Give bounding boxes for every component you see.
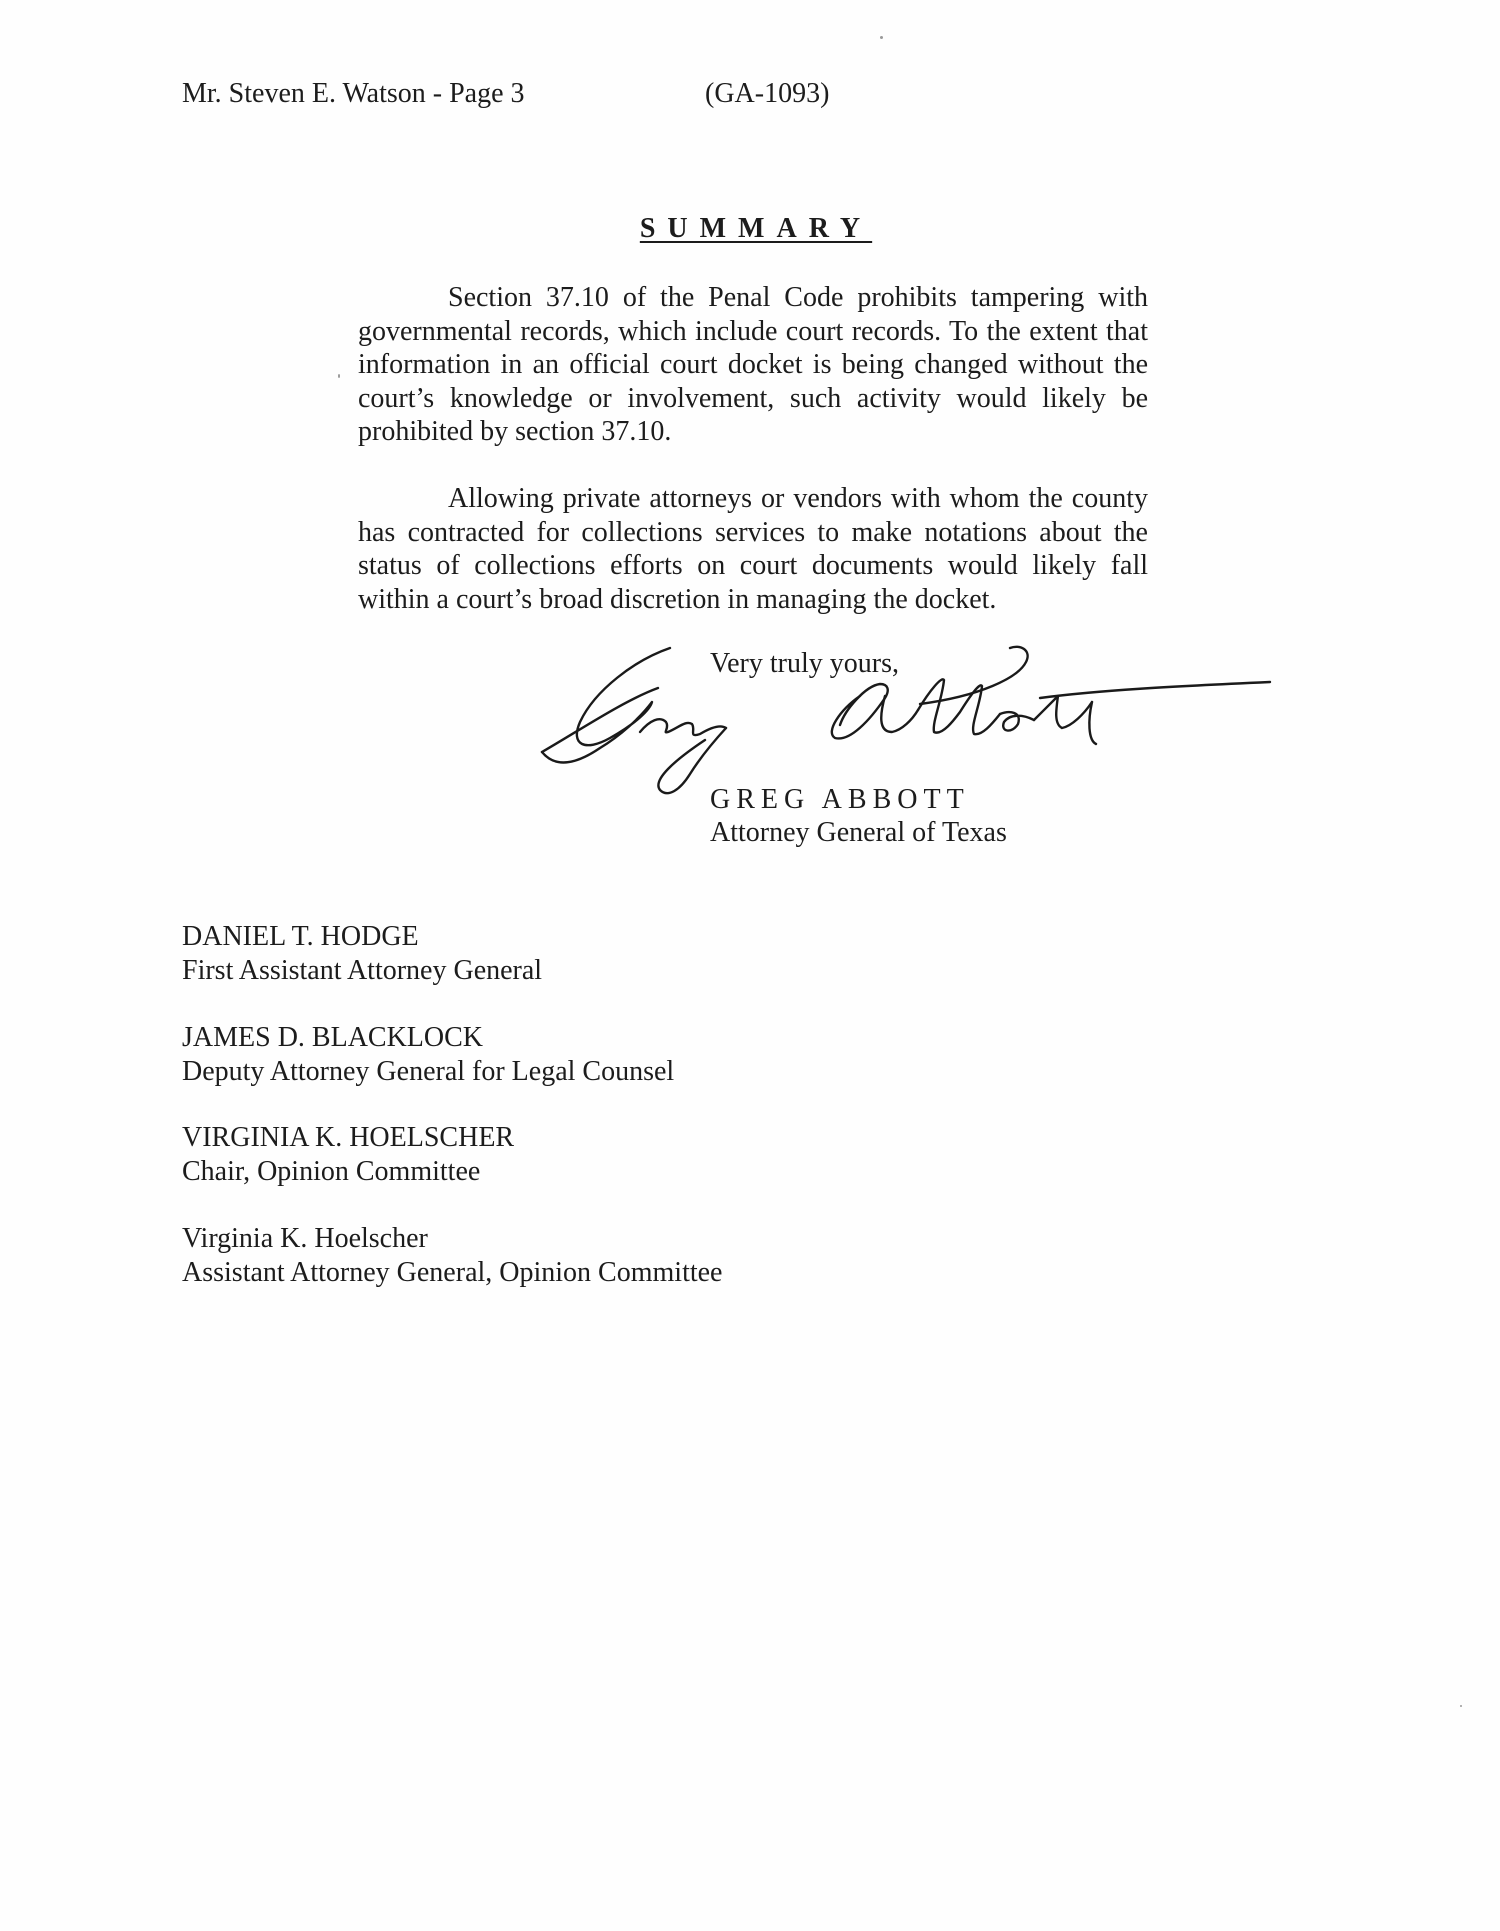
closing-salutation: Very truly yours, [710,648,899,679]
staff-name: VIRGINIA K. HOELSCHER [182,1122,515,1153]
page-header-opinion-number: (GA-1093) [705,78,830,109]
page-header-recipient: Mr. Steven E. Watson - Page 3 [182,78,525,109]
signer-title: Attorney General of Texas [710,817,1007,848]
staff-role: First Assistant Attorney General [182,955,543,986]
staff-name: Virginia K. Hoelscher [182,1223,428,1254]
summary-paragraph-2: Allowing private attorneys or vendors with whom the county has contracted for collections services to make notations about the status of collections efforts on court documents would likely fall within a court’s broad discretion in managing the docket. [358,483,1148,615]
staff-role: Chair, Opinion Committee [182,1156,481,1187]
staff-entry [182,1222,722,1290]
staff-name: DANIEL T. HODGE [182,921,419,952]
staff-role: Deputy Attorney General for Legal Counsel [182,1056,675,1087]
staff-entry [182,920,542,988]
staff-name: JAMES D. BLACKLOCK [182,1022,484,1053]
staff-entry [182,1021,674,1089]
staff-entry [182,1121,514,1189]
scan-speck [1460,1705,1462,1707]
signer-name: GREG ABBOTT [710,784,970,815]
summary-heading-text: SUMMARY [639,213,873,244]
summary-paragraph-1: Section 37.10 of the Penal Code prohibits tampering with governmental records, which include court records. To the extent that information in an official court docket is being changed without the court’s knowledge or involvement, such activity would likely be prohibited by section 37.10. [358,282,1148,447]
scan-speck [338,374,340,378]
staff-role: Assistant Attorney General, Opinion Committee [182,1257,723,1288]
summary-heading [0,213,1500,245]
scan-speck [880,36,883,39]
handwritten-signature [540,640,1280,800]
